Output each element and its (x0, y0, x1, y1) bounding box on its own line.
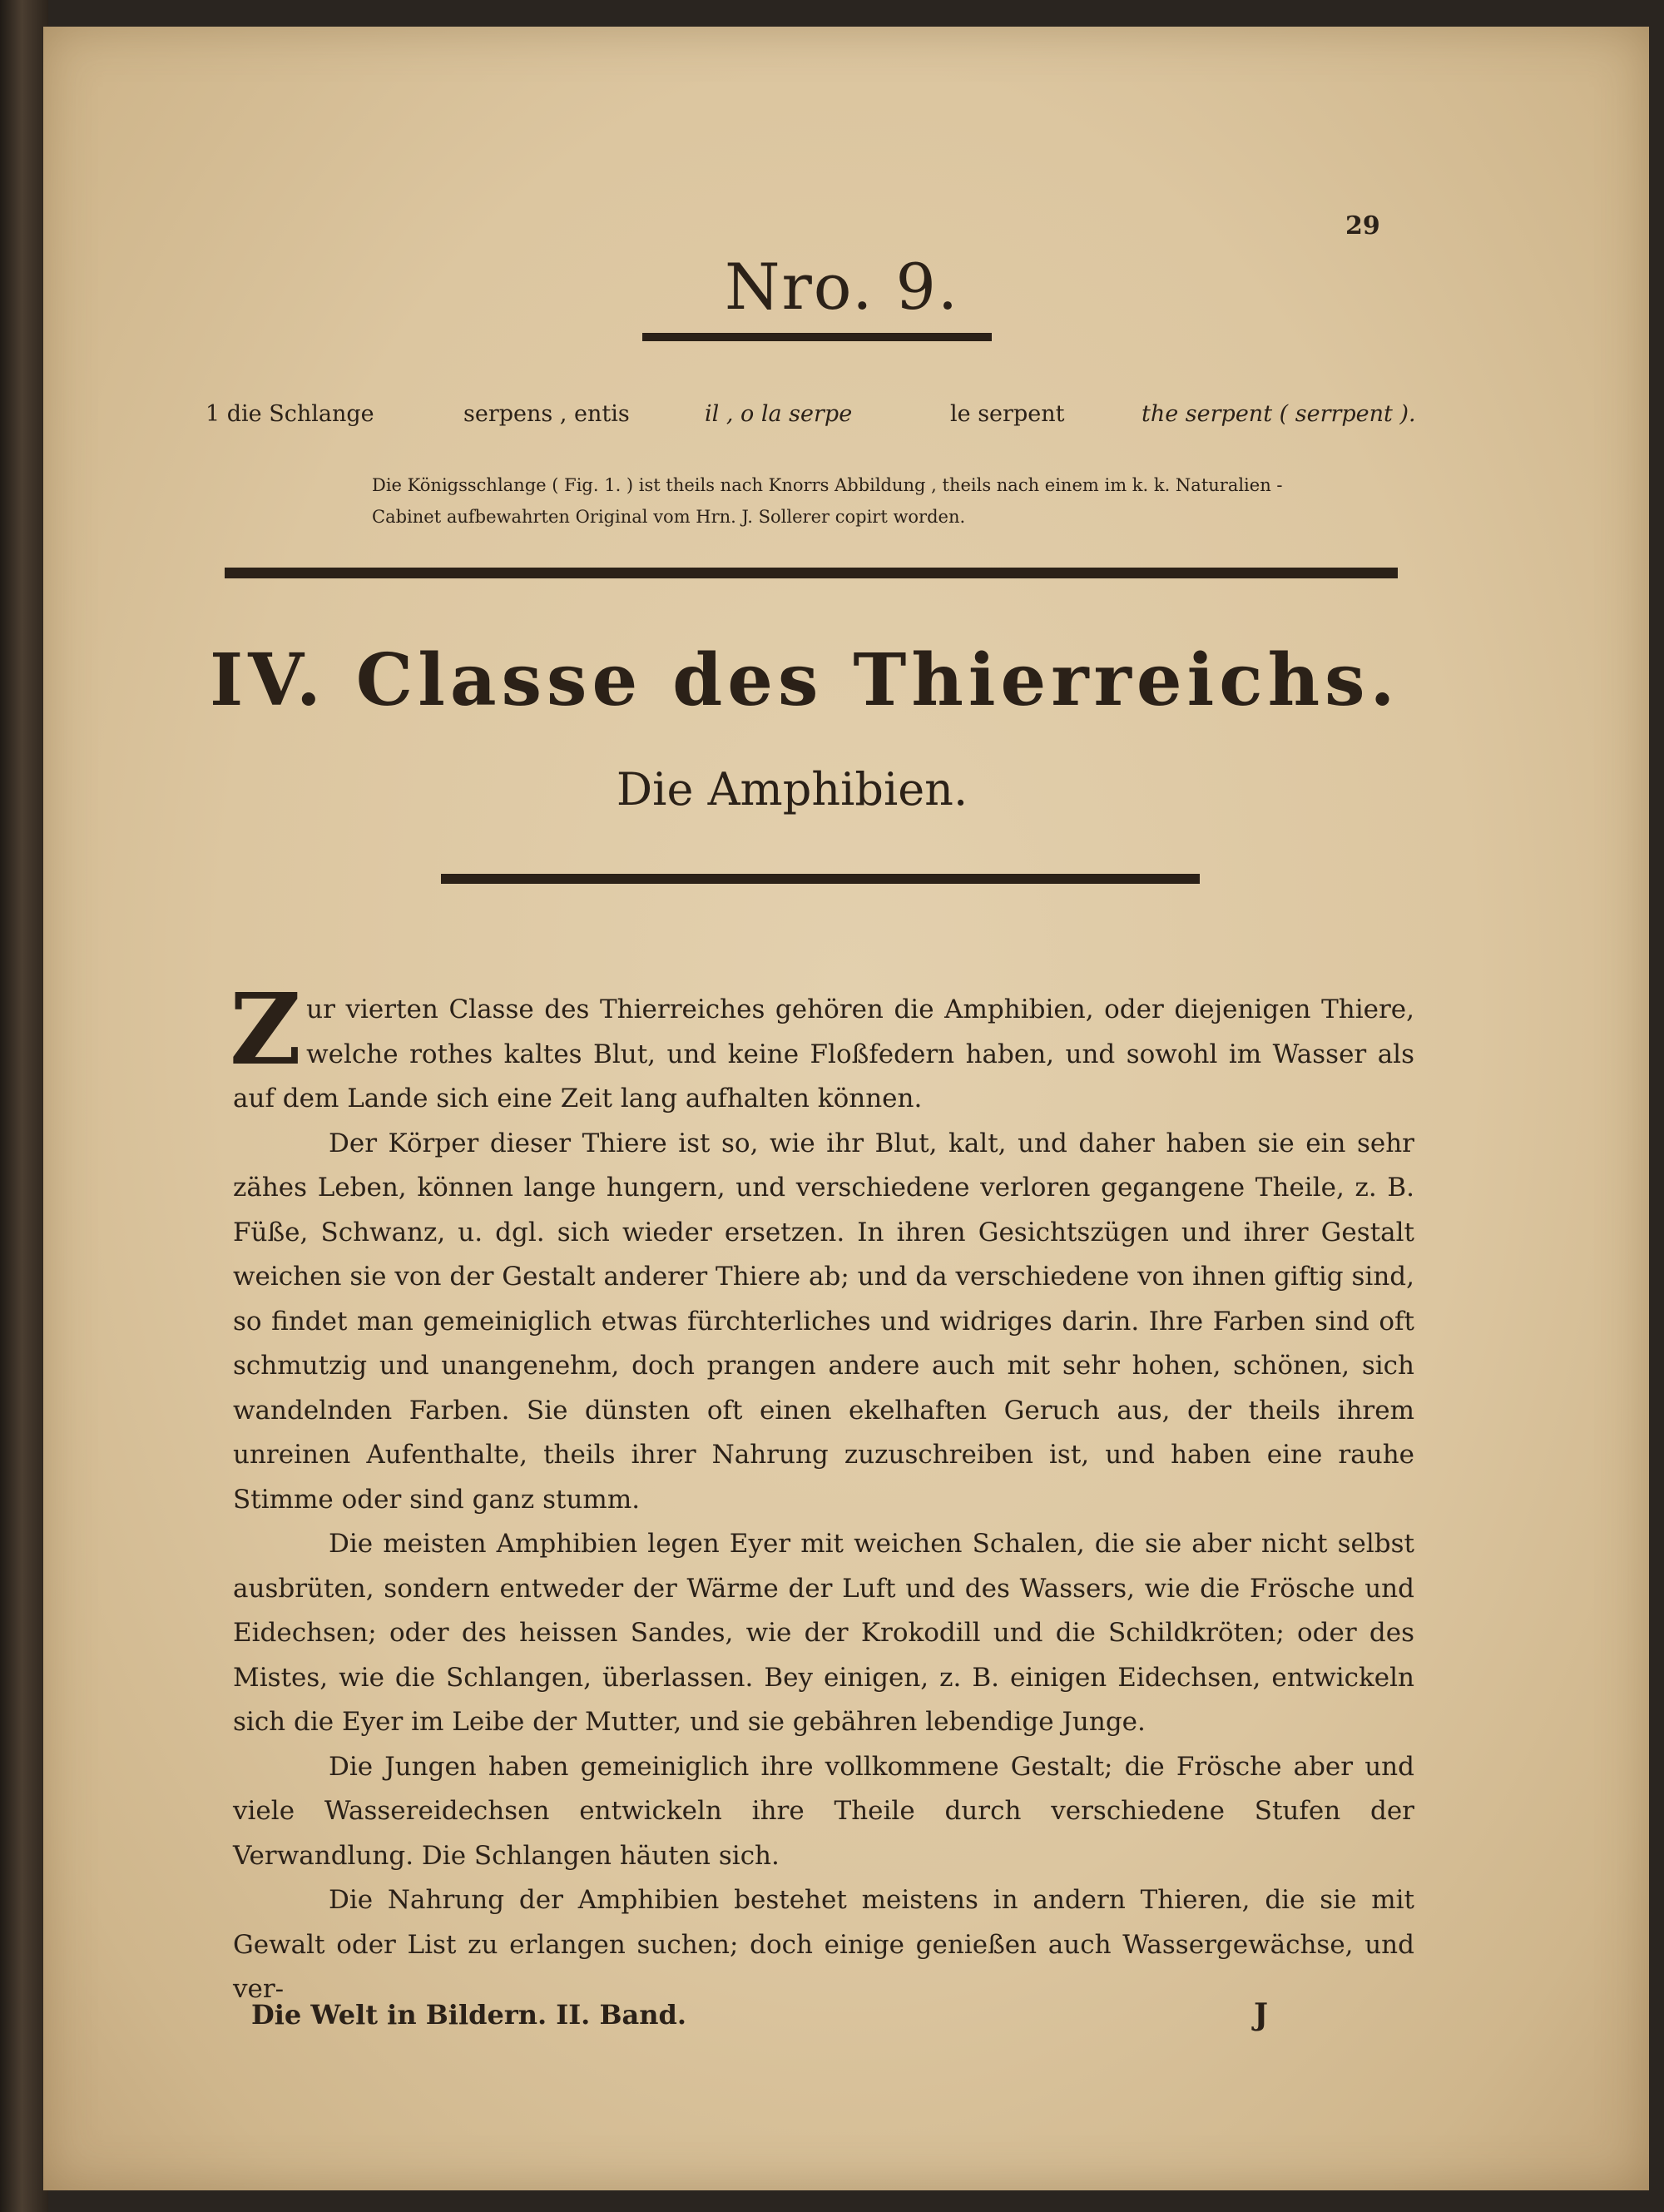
paragraph-1-text: ur vierten Classe des Thierreiches gehören die Amphibien, oder diejenigen Thiere, welche rothes kaltes Blut, und keine Floßfedern haben, und sowohl im Wasser als auf dem Lande sich eine Zeit lang aufhalten können. (233, 994, 1414, 1113)
vocab-german: 1 die Schlange (206, 401, 374, 427)
signature-mark: J (1254, 1997, 1269, 2032)
book-binding-edge (0, 0, 48, 2212)
paragraph-2: Der Körper dieser Thiere ist so, wie ihr Blut, kalt, und daher haben sie ein sehr zähes Leben, können lange hungern, und verschiedene verloren gegangene Theile, z. B. Füße, Schwanz, u. dgl. sich wieder ersetzen. In ihren Gesichtszügen und ihrer Gestalt weichen sie von der Gestalt anderer Thiere ab; und da verschiedene von ihnen giftig sind, so findet man gemeiniglich etwas fürchterliches und widriges darin. Ihre Farben sind oft schmutzig und unangenehm, doch prangen andere auch mit sehr hohen, schönen, sich wandelnden Farben. Sie dünsten oft einen ekelhaften Geruch aus, der theils ihrem unreinen Aufenthalte, theils ihrer Nahrung zuzuschreiben ist, und haben eine rauhe Stimme oder sind ganz stumm. (233, 1128, 1414, 1515)
illustration-note: Die Königsschlange ( Fig. 1. ) ist theils nach Knorrs Abbildung , theils nach einem im k. k. Naturalien - Cabinet aufbewahrten Original vom Hrn. J. Sollerer copirt worden. (372, 475, 1283, 527)
vocabulary-row (206, 401, 1416, 443)
body-text (230, 971, 1414, 2012)
paragraph-1 (230, 971, 1414, 1122)
page-number: 29 (1345, 211, 1380, 241)
rule-mid (441, 874, 1200, 884)
subtitle: Die Amphibien. (616, 763, 968, 816)
section-number: Nro. 9. (724, 250, 960, 324)
drop-cap: Z (230, 971, 302, 1087)
class-title: IV. Classe des Thierreichs. (210, 638, 1400, 722)
vocab-latin: serpens , entis (463, 401, 630, 427)
rule-long (225, 568, 1398, 578)
book-page (43, 27, 1649, 2190)
paragraph-5: Die Nahrung der Amphibien bestehet meistens in andern Thieren, die sie mit Gewalt oder List zu erlangen suchen; doch einige genießen auch Wassergewächse, und ver- (233, 1885, 1414, 2004)
vocab-italian: il , o la serpe (705, 401, 853, 427)
paragraph-4: Die Jungen haben gemeiniglich ihre vollkommene Gestalt; die Frösche aber und viele Wassereidechsen entwickeln ihre Theile durch verschiedene Stufen der Verwandlung. Die Schlangen häuten sich. (233, 1751, 1414, 1871)
vocab-french: le serpent (950, 401, 1065, 427)
vocab-english: the serpent ( serrpent ). (1142, 401, 1416, 427)
rule-short (642, 333, 992, 341)
footer-book-title: Die Welt in Bildern. II. Band. (251, 1999, 687, 2031)
paragraph-3: Die meisten Amphibien legen Eyer mit weichen Schalen, die sie aber nicht selbst ausbrüten, sondern entweder der Wärme der Luft und des Wassers, wie die Frösche und Eidechsen; oder des heissen Sandes, wie der Krokodill und die Schildkröten; oder des Mistes, wie die Schlangen, überlassen. Bey einigen, z. B. einigen Eidechsen, entwickeln sich die Eyer im Leibe der Mutter, und sie gebähren lebendige Junge. (233, 1529, 1414, 1737)
